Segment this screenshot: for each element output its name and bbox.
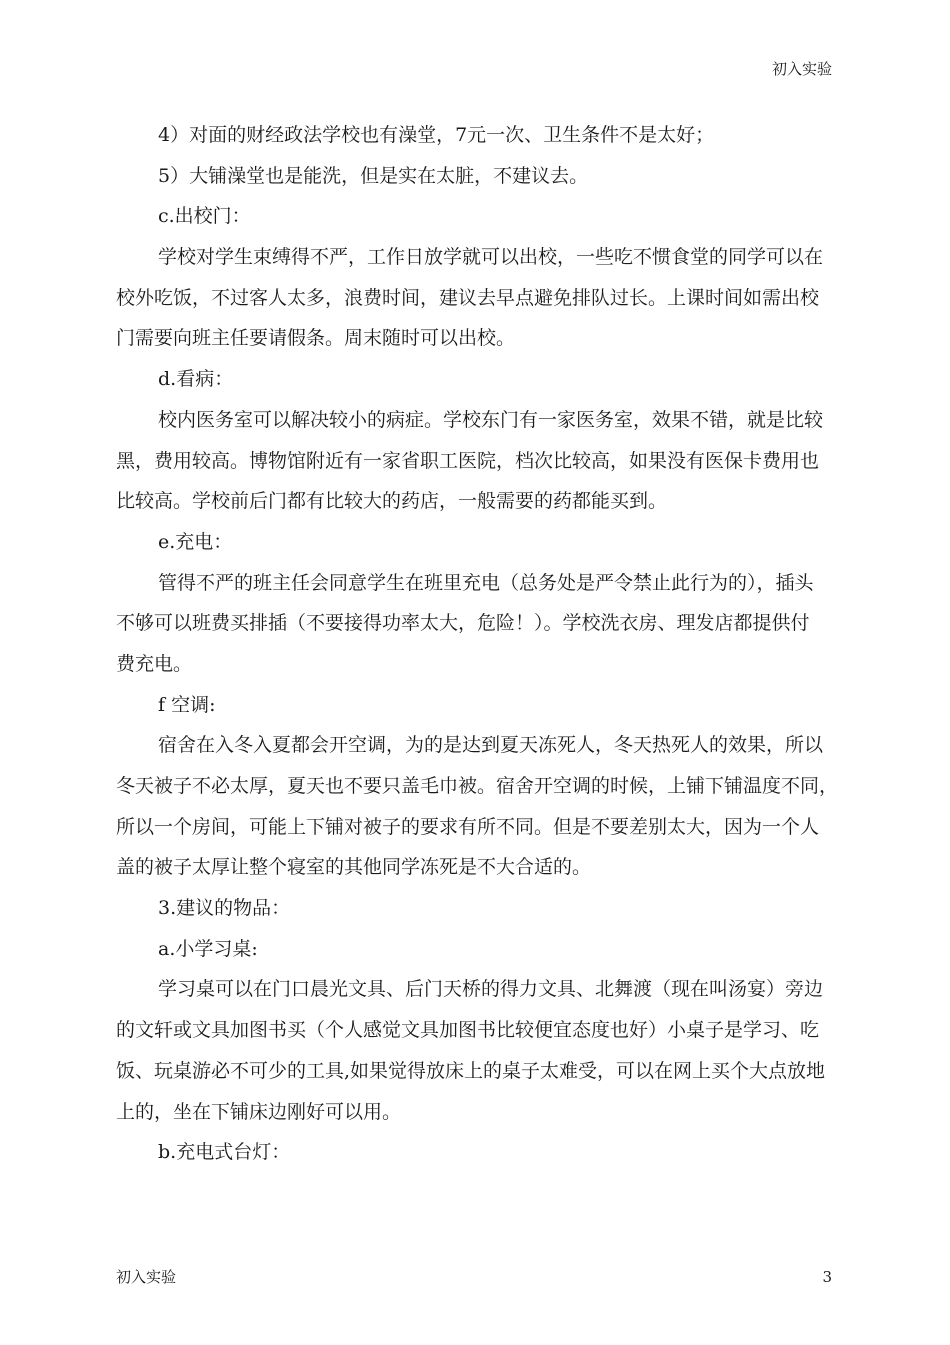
- section-heading-f: f 空调:: [158, 693, 216, 716]
- page-number: 3: [822, 1268, 832, 1286]
- section-heading-e: e.充电：: [158, 530, 233, 553]
- subsection-heading-b: b.充电式台灯：: [158, 1141, 291, 1164]
- section-heading-d: d.看病：: [158, 368, 234, 391]
- paragraph-line: 宿舍在入冬入夏都会开空调，为的是达到夏天冻死人，冬天热死人的效果，所以: [158, 734, 824, 757]
- paragraph-line: 管得不严的班主任会同意学生在班里充电（总务处是严令禁止此行为的），插头: [158, 571, 814, 594]
- paragraph-line: 校内医务室可以解决较小的病症。学校东门有一家医务室，效果不错，就是比较: [158, 408, 824, 431]
- paragraph-line: 校外吃饭，不过客人太多，浪费时间，建议去早点避免排队过长。上课时间如需出校: [116, 286, 820, 309]
- list-item-4: 4）对面的财经政法学校也有澡堂，7元一次、卫生条件不是太好；: [158, 124, 715, 146]
- paragraph-line: 上的，坐在下铺床边刚好可以用。: [116, 1100, 402, 1123]
- paragraph-line: 门需要向班主任要请假条。周末随时可以出校。: [116, 327, 516, 350]
- paragraph-line: 所以一个房间，可能上下铺对被子的要求有所不同。但是不要差别太大，因为一个人: [116, 815, 820, 838]
- paragraph-line: 比较高。学校前后门都有比较大的药店，一般需要的药都能买到。: [116, 490, 668, 513]
- paragraph-line: 费充电。: [116, 652, 193, 675]
- subsection-heading-a: a.小学习桌:: [158, 937, 258, 960]
- list-item-5: 5）大铺澡堂也是能洗，但是实在太脏，不建议去。: [158, 164, 589, 187]
- paragraph-line: 不够可以班费买排插（不要接得功率太大，危险！）。学校洗衣房、理发店都提供付: [116, 612, 810, 635]
- paragraph-line: 饭、玩桌游必不可少的工具,如果觉得放床上的桌子太难受，可以在网上买个大点放地: [116, 1059, 826, 1082]
- paragraph-line: 黑，费用较高。博物馆附近有一家省职工医院，档次比较高，如果没有医保卡费用也: [116, 449, 820, 472]
- document-body: [116, 115, 839, 1173]
- paragraph-line: 盖的被子太厚让整个寝室的其他同学冻死是不大合适的。: [116, 856, 592, 879]
- section-heading-c: c.出校门：: [158, 205, 251, 228]
- paragraph-line: 学校对学生束缚得不严，工作日放学就可以出校，一些吃不惯食堂的同学可以在: [158, 246, 824, 269]
- paragraph-line: 的文轩或文具加图书买（个人感觉文具加图书比较便宜态度也好）小桌子是学习、吃: [116, 1019, 820, 1042]
- header-title: 初入实验: [771, 60, 832, 78]
- paragraph-line: 学习桌可以在门口晨光文具、后门天桥的得力文具、北舞渡（现在叫汤宴）旁边: [158, 978, 824, 1001]
- paragraph-line: 冬天被子不必太厚，夏天也不要只盖毛巾被。宿舍开空调的时候，上铺下铺温度不同，: [116, 775, 839, 797]
- section-heading-3: 3.建议的物品：: [158, 897, 291, 920]
- footer-title: 初入实验: [116, 1268, 177, 1286]
